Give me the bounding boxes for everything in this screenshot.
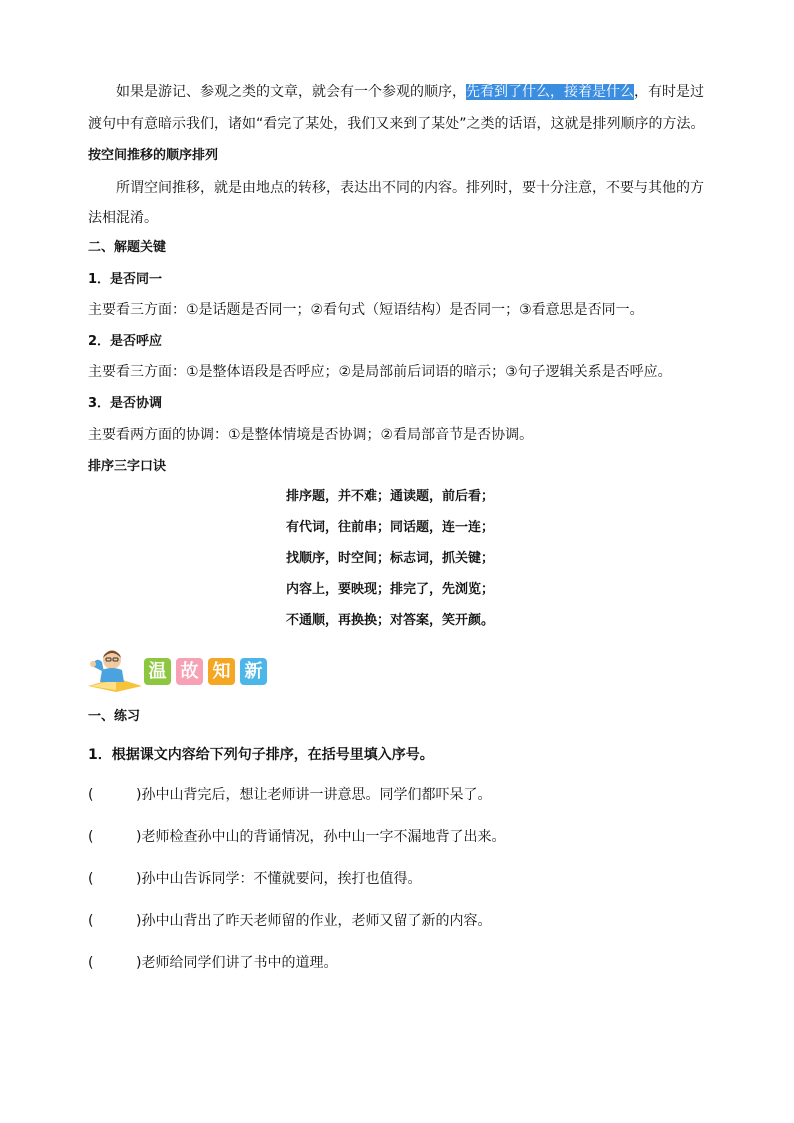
banner-char: 新 [240,658,267,685]
answer-row [88,869,421,889]
student-reading-icon [86,646,144,694]
paragraph-line: 所谓空间推移，就是由地点的转移，表达出不同的内容。排列时，要十分注意，不要与其他的方 [116,180,704,196]
answer-item-text: 老师检查孙中山的背诵情况，孙中山一字不漏地背了出来。 [141,829,506,845]
answer-row [88,911,491,931]
review-banner [86,646,276,694]
text-segment: 如果是游记、参观之类的文章，就会有一个参观的顺序， [116,84,466,100]
section-heading: 按空间推移的顺序排列 [88,148,219,163]
answer-blank[interactable]: ) [136,787,142,803]
section-heading: 二、解题关键 [88,240,167,255]
answer-item-text: 孙中山告诉同学：不懂就要问，挨打也值得。 [141,871,422,887]
item-title: 3．是否协调 [88,396,163,411]
verse-line: 排序题，并不难；通读题，前后看； [286,489,495,504]
item-text: 主要看三方面：①是整体语段是否呼应；②是局部前后词语的暗示；③句子逻辑关系是否呼应。 [88,364,672,380]
item-text: 主要看三方面：①是话题是否同一；②看句式（短语结构）是否同一；③看意思是否同一。 [88,302,644,318]
verse-line: 内容上，要映现；排完了，先浏览； [286,582,495,597]
answer-row [88,953,337,973]
answer-blank[interactable]: ) [136,955,142,971]
verse-line: 有代词，往前串；同话题，连一连； [286,520,495,535]
banner-char: 知 [208,658,235,685]
paragraph-line: 法相混淆。 [88,210,158,226]
paragraph-line [116,82,756,102]
answer-row [88,827,505,847]
answer-blank[interactable]: ) [136,913,142,929]
section-heading: 排序三字口诀 [88,459,167,474]
text-segment: ，有时是过 [634,84,704,100]
answer-item-text: 老师给同学们讲了书中的道理。 [141,955,338,971]
item-title: 1．是否同一 [88,272,163,287]
paren-open: ( [88,913,94,929]
verse-line: 找顺序，时空间；标志词，抓关键； [286,551,495,566]
answer-item-text: 孙中山背出了昨天老师留的作业，老师又留了新的内容。 [141,913,492,929]
paren-open: ( [88,871,94,887]
answer-row [88,785,491,805]
paren-open: ( [88,829,94,845]
banner-char: 故 [176,658,203,685]
answer-item-text: 孙中山背完后，想让老师讲一讲意思。同学们都吓呆了。 [141,787,492,803]
verse-line: 不通顺，再换换；对答案，笑开颜。 [286,613,495,628]
answer-blank[interactable]: ) [136,829,142,845]
answer-blank[interactable]: ) [136,871,142,887]
paragraph-line: 渡句中有意暗示我们，诸如“看完了某处，我们又来到了某处”之类的话语，这就是排列顺序的方法。 [88,116,705,132]
selected-text[interactable]: 先看到了什么，接着是什么 [466,84,634,100]
paren-open: ( [88,955,94,971]
item-title: 2．是否呼应 [88,334,163,349]
section-heading: 一、练习 [88,709,141,724]
question-text: 1．根据课文内容给下列句子排序，在括号里填入序号。 [88,747,434,763]
item-text: 主要看两方面的协调：①是整体情境是否协调；②看局部音节是否协调。 [88,427,534,443]
paren-open: ( [88,787,94,803]
banner-char: 温 [144,658,171,685]
